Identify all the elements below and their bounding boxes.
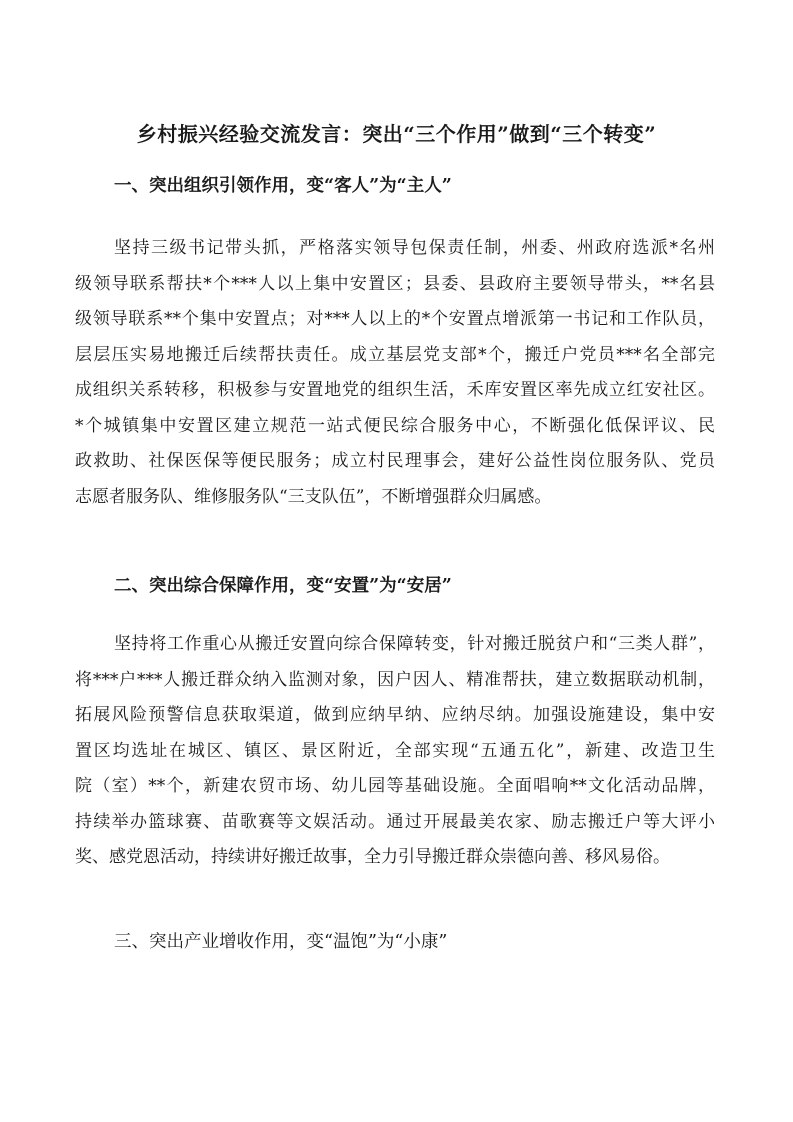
paragraph-line: 志愿者服务队、维修服务队“三支队伍”，不断增强群众归属感。 [75, 486, 552, 507]
section-heading-3: 三、突出产业增收作用，变“温饱”为“小康” [114, 932, 448, 952]
section-paragraph-1 [75, 231, 715, 515]
paragraph-line: 级领导联系**个集中安置点；对***人以上的*个安置点增派第一书记和工作队员， [75, 309, 715, 329]
section-paragraph-2 [75, 627, 715, 876]
paragraph-line: 奖、感党恩活动，持续讲好搬迁故事，全力引导搬迁群众崇德向善、移风易俗。 [75, 847, 670, 867]
paragraph-line: 拓展风险预警信息获取渠道，做到应纳早纳、应纳尽纳。加强设施建设，集中安 [75, 705, 715, 725]
document-title: 乡村振兴经验交流发言：突出“三个作用”做到“三个转变” [136, 122, 657, 146]
section-heading-2: 二、突出综合保障作用，变“安置”为“安居” [114, 576, 452, 596]
paragraph-line: 层层压实易地搬迁后续帮扶责任。成立基层党支部*个，搬迁户党员***名全部完 [75, 344, 715, 365]
paragraph-line: 置区均选址在城区、镇区、景区附近，全部实现“五通五化”，新建、改造卫生 [75, 740, 715, 761]
paragraph-line: 政救助、社保医保等便民服务；成立村民理事会，建好公益性岗位服务队、党员 [75, 451, 715, 471]
paragraph-line: 持续举办篮球赛、苗歌赛等文娱活动。通过开展最美农家、励志搬迁户等大评小 [75, 811, 715, 832]
paragraph-line: 成组织关系转移，积极参与安置地党的组织生活，禾库安置区率先成立红安社区。 [75, 380, 715, 400]
section-heading-1: 一、突出组织引领作用，变“客人”为“主人” [114, 176, 452, 196]
paragraph-line: 坚持三级书记带头抓，严格落实领导包保责任制，州委、州政府选派*名州 [114, 238, 715, 258]
paragraph-line: *个城镇集中安置区建立规范一站式便民综合服务中心，不断强化低保评议、民 [75, 415, 715, 436]
paragraph-line: 院（室）**个，新建农贸市场、幼儿园等基础设施。全面唱响**文化活动品牌， [75, 776, 715, 796]
paragraph-line: 将***户***人搬迁群众纳入监测对象，因户因人、精准帮扶，建立数据联动机制， [75, 669, 715, 690]
paragraph-line: 坚持将工作重心从搬迁安置向综合保障转变，针对搬迁脱贫户和“三类人群”， [114, 634, 715, 654]
paragraph-line: 级领导联系帮扶*个***人以上集中安置区；县委、县政府主要领导带头，**名县 [75, 273, 715, 294]
